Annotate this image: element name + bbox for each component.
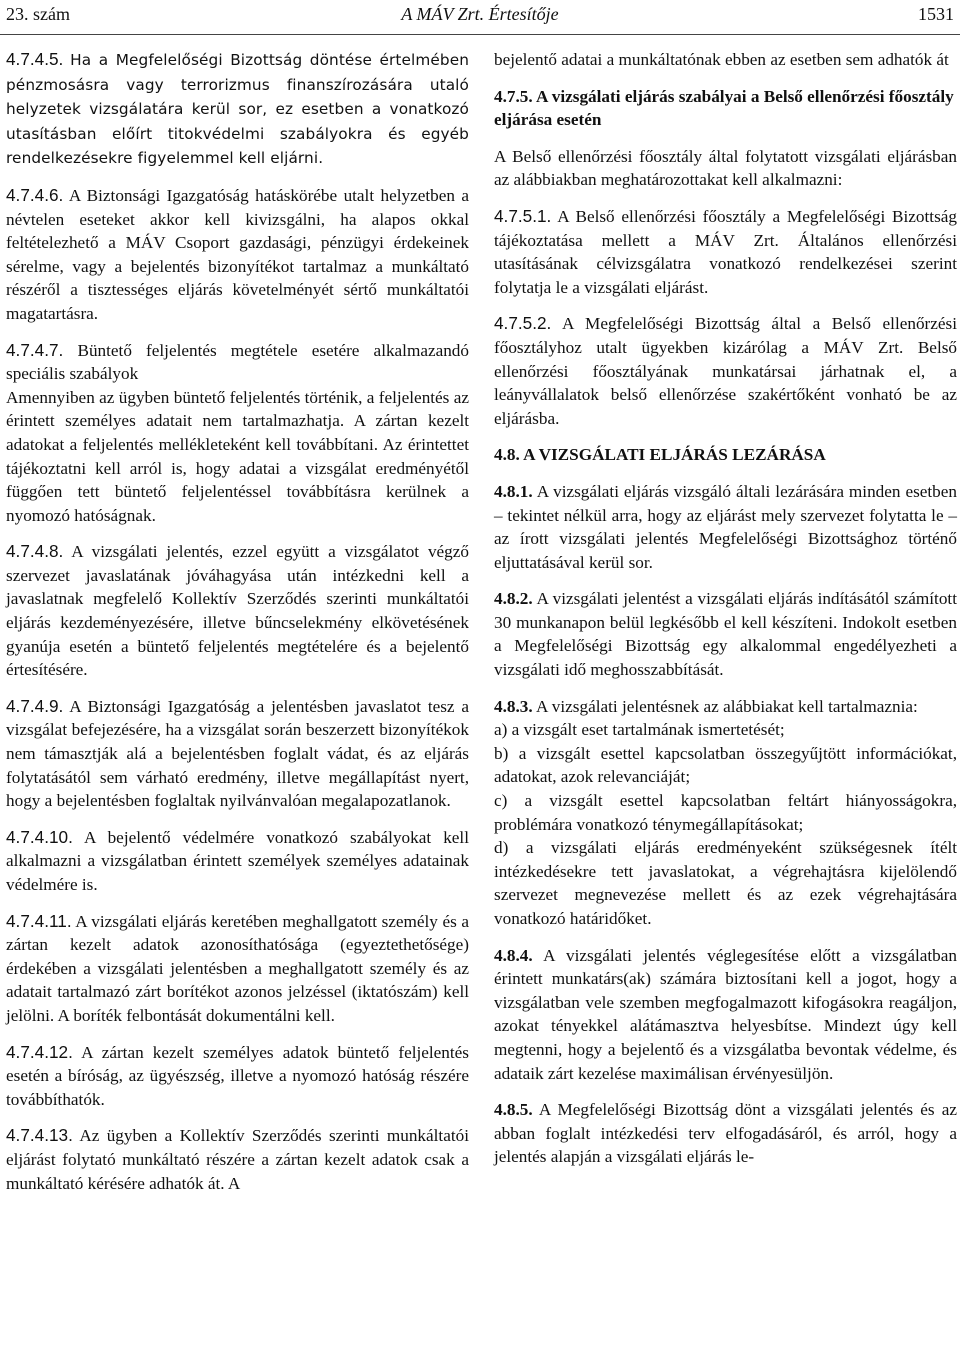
header-rule xyxy=(0,34,960,35)
paragraph-4748: 4.7.4.8. A vizsgálati jelentés, ezzel együtt a vizsgálatot végző szervezet javaslatának jóváhagyása után intézkedni kell a javaslatnak megfelelő Kollektív Szerződés szerinti munkáltatói eljárás kezdeményezésére, illetve bűncselekmény elkövetésének gyanúja esetén a büntető feljelentés megtételére és a bejelentő értesítésére. xyxy=(6,541,469,680)
paragraph-47410: 4.7.4.10. A bejelentő védelmére vonatkozó szabályokat kell alkalmazni a vizsgálatban érintett személyek személyes adatainak védelmére is. xyxy=(6,826,469,894)
list-item: b) a vizsgált esettel kapcsolatban összegyűjtött információkat, adatokat, azok relevanciáját; xyxy=(494,743,957,787)
page-number: 1531 xyxy=(918,4,954,24)
paragraph-4752: 4.7.5.2. A Megfelelőségi Bizottság által a Belső ellenőrzési főosztályhoz utalt ügyekben kizárólag a MÁV Zrt. Belső ellenőrzési főosztályának munkatársai járhatnak el, a leányvállalatok belső ellenőrzése szakértőként vonható be az eljárásba. xyxy=(494,313,957,428)
paragraph-485: 4.8.5. A Megfelelőségi Bizottság dönt a vizsgálati jelentés és az abban foglalt intézkedési terv elfogadásáról, és arról, hogy a jelentés alapján a vizsgálati eljárás le- xyxy=(494,1100,957,1167)
paragraph-483: 4.8.3. A vizsgálati jelentésnek az alábbiakat kell tartalmaznia: xyxy=(494,696,918,716)
paragraph-484: 4.8.4. A vizsgálati jelentés véglegesítése előtt a vizsgálatban érintett munkatárs(ak) számára biztosítani kell a jogot, hogy a vizsgálatban vele szemben megfogalmazott kifogásokra reagáljon, azokat tényekkel alátámasztva helyesbítse. Mindezt úgy kell megtenni, hogy a bejelentő és a vizsgálatba bevontak védelme, és adataik zárt kezelése maximálisan érvényesüljön. xyxy=(494,945,957,1083)
paragraph-4747: 4.7.4.7. Büntető feljelentés megtétele esetére alkalmazandó speciális szabályok Amennyiben az ügyben büntető feljelentés történik, a feljelentés az érintett személyes adatait nem tartalmazhatja. A zártan kezelt adatokat a feljelentés mellékleteként kell továbbítani. Az érintettet tájékoztatni kell arról is, hogy adatai a vizsgálat eredményétől függően tett büntető feljelentéssel továbbításra kerülnek a nyomozó hatóságnak. xyxy=(6,339,469,525)
section-heading-475: 4.7.5. A vizsgálati eljárás szabályai a Belső ellenőrzési főosztály eljárása esetén xyxy=(494,86,954,130)
list-item: c) a vizsgált esettel kapcsolatban feltárt hiányosságokra, problémára vonatkozó ténymegállapításokat; xyxy=(494,791,957,834)
paragraph-4745: 4.7.4.5. Ha a Megfelelőségi Bizottság döntése értelmében pénzmosásra vagy terrorizmus finanszírozására utaló helyzetek vizsgálatára kerül sor, ez esetben a vonatkozó utasításban előírt titokvédelmi szabályokra és egyéb rendelkezésekre figyelemmel kell eljárni. xyxy=(6,49,469,168)
list-item: a) a vizsgált eset tartalmának ismertetését; xyxy=(494,720,785,740)
paragraph-475: A Belső ellenőrzési főosztály által folytatott vizsgálati eljárásban az alábbiakban meghatározottakat kell alkalmazni: xyxy=(494,146,957,190)
paragraph-4751: 4.7.5.1. A Belső ellenőrzési főosztály a Megfelelőségi Bizottság tájékoztatása mellett a MÁV Zrt. Általános ellenőrzési utasításának célvizsgálatra vonatkozó rendelkezései szerint folytatja le a vizsgálati eljárást. xyxy=(494,205,957,297)
paragraph-482: 4.8.2. A vizsgálati jelentést a vizsgálati eljárás indításától számított 30 munkanapon belül legkésőbb el kell készíteni. Indokolt esetben a Megfelelőségi Bizottság egy alkalommal engedélyezheti a vizsgálati idő meghosszabbítását. xyxy=(494,589,957,680)
paragraph-47413: 4.7.4.13. Az ügyben a Kollektív Szerződés szerinti munkáltatói eljárást folytató munkáltató részére a zártan kezelt adatok csak a munkáltató kérésére adhatók át. A xyxy=(6,1125,469,1193)
list-item: d) a vizsgálati eljárás eredményeként szükségesnek ítélt intézkedésekre tett javaslatokat, a végrehajtásra kijelölendő szervezet megnevezése mellett és az ezek végrehajtására vonatkozó határidőket. xyxy=(494,838,957,928)
paragraph-481: 4.8.1. A vizsgálati eljárás vizsgáló általi lezárására minden esetben – tekintet nélkül arra, hogy az eljárást mely szervezet folytatta le – az írott vizsgálati jelentés Megfelelőségi Bizottsághoz történő eljuttatásával kerül sor. xyxy=(494,481,957,572)
continuation-text: bejelentő adatai a munkáltatónak ebben az esetben sem adhatók át xyxy=(494,50,949,69)
publication-title: A MÁV Zrt. Értesítője xyxy=(401,4,559,24)
paragraph-4746: 4.7.4.6. A Biztonsági Igazgatóság hatáskörébe utalt helyzetben a névtelen eseteket akkor kell kivizsgálni, ha alapos okkal feltételezhető a MÁV Csoport gazdasági, pénzügyi érdekeinek sérelme, vagy a bejelentés bizonyítékot tartalmaz a munkáltató részéről a tisztességes eljárás követelményét sértő munkáltatói magatartásra. xyxy=(6,184,469,323)
issue-number: 23. szám xyxy=(6,4,70,24)
paragraph-4749: 4.7.4.9. A Biztonsági Igazgatóság a jelentésben javaslatot tesz a vizsgálat befejezésére, ha a vizsgálat során beszerzett bizonyítékok nem támasztják alá a bejelentésben foglalt vádat, és az eljárás folytatásától sem várható eredmény, illetve megállapítást nyert, hogy a bejelentésben foglaltak nyilvánvalóan megalapozatlanok. xyxy=(6,695,469,811)
page-header xyxy=(0,4,960,34)
right-column xyxy=(494,48,957,1182)
left-column xyxy=(6,48,469,1208)
section-heading-48: 4.8. A VIZSGÁLATI ELJÁRÁS LEZÁRÁSA xyxy=(494,445,826,465)
paragraph-47411: 4.7.4.11. A vizsgálati eljárás keretében meghallgatott személy és a zártan kezelt adatok azonosíthatósága (egyeztethetősége) érdekében a vizsgálati jelentésben a meghallgatott személy és az adatait tartalmazó zárt borítékot azonos jelzéssel (iktatószám) kell jelölni. A boríték felbontását dokumentálni kell. xyxy=(6,910,469,1025)
paragraph-47412: 4.7.4.12. A zártan kezelt személyes adatok büntető feljelentés esetén a bíróság, az ügyészség, illetve a nyomozó hatóság részére továbbíthatók. xyxy=(6,1041,469,1109)
